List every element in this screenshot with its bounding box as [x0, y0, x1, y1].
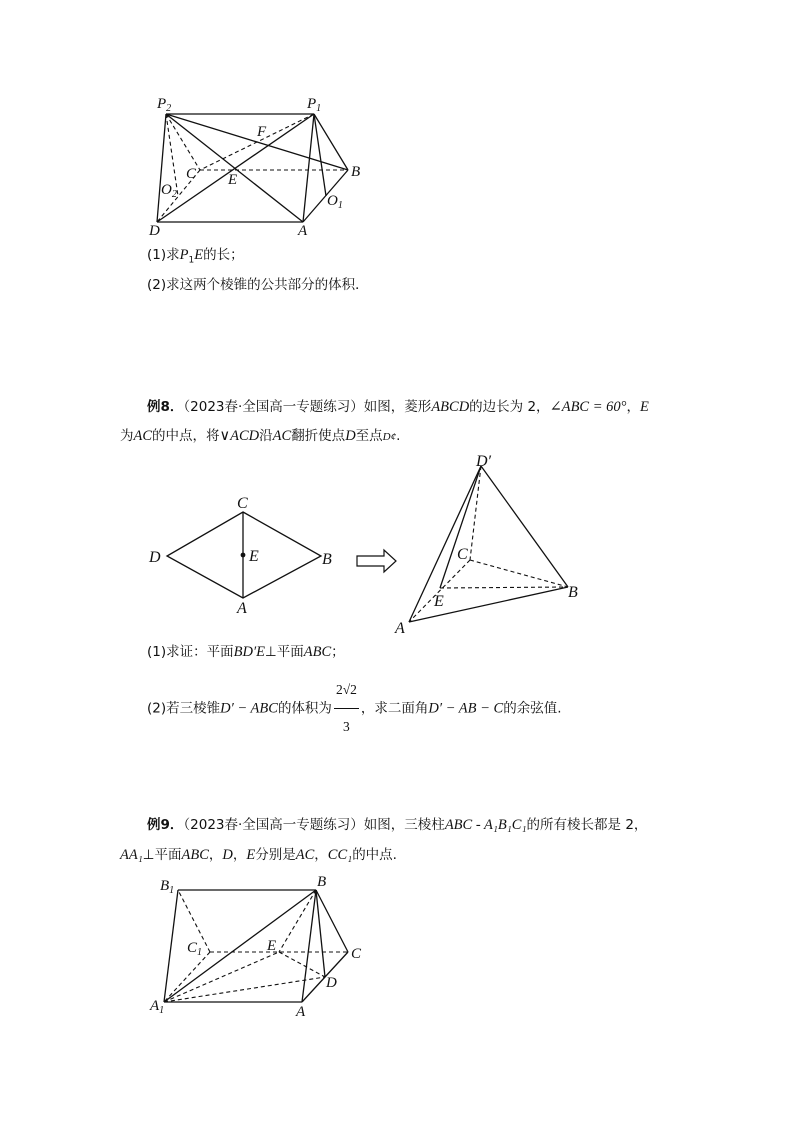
prism-label-B1: $B_1$ [160, 878, 175, 896]
ex8-part2: (2)若三棱锥D′ − ABC的体积为 $\frac{2√2}{3}$ ，求二面角D′ − AB − C的余弦值. [147, 672, 562, 745]
right-label-C: C [457, 546, 468, 563]
ex8-line1: 例8．（2023春·全国高一专题练习）如图，菱形ABCD的边长为 2，∠ABC = 60°，E [147, 399, 649, 415]
edge-Dp-E [440, 466, 481, 588]
prism-label-A1: $A_1$ [150, 998, 165, 1016]
edge-C-B-right [470, 560, 568, 587]
edge-B-E [279, 890, 316, 952]
prism-label-D: D [326, 975, 337, 991]
label-O2: $O_2$ [161, 182, 177, 200]
label-E: E [228, 172, 238, 188]
edge-Dp-B [481, 466, 568, 587]
ex9-title: 例9． [147, 817, 184, 833]
prism-label-C1: $C_1$ [187, 940, 203, 958]
edge-E-D [279, 952, 325, 977]
edge-P2-D [157, 114, 166, 222]
left-label-B: B [322, 551, 332, 568]
q1-part2: (2)求这两个棱锥的公共部分的体积． [147, 277, 369, 293]
edge-C1-A1 [164, 952, 210, 1002]
edge-B-A [302, 890, 316, 1002]
label-D: D [149, 223, 160, 239]
prism-label-C: C [351, 946, 362, 962]
ex8-line2: 为AC的中点，将∨ACD沿AC翻折使点D至点D¢. [120, 428, 401, 444]
prism-label-E: E [267, 938, 277, 954]
ex9-line2: AA₁⊥平面ABC，D，E分别是AC，CC₁的中点. [120, 847, 397, 863]
ex8-part1: (1)求证：平面BD′E⊥平面ABC； [147, 644, 345, 660]
figure-two-pyramids [0, 90, 794, 330]
edge-Dp-C [470, 466, 481, 560]
label-P1: $P_1$ [307, 96, 322, 114]
point-E [241, 553, 246, 558]
left-label-A: A [237, 600, 247, 617]
left-label-C: C [237, 495, 248, 512]
label-P2: $P_2$ [157, 96, 172, 114]
q1-part1: (1)求$P_1E$的长； [147, 247, 244, 266]
label-O1: $O_1$ [327, 193, 343, 211]
edge-C-A-right [409, 560, 470, 622]
edge-P1-O1 [314, 114, 326, 196]
edge-Dp-A [409, 466, 481, 622]
edge-B1-A1 [164, 890, 178, 1002]
ex9-line1: 例9．（2023春·全国高一专题练习）如图，三棱柱ABC - A₁B₁C₁的所有棱长都是 2， [147, 817, 648, 833]
edge-P1-A [303, 114, 314, 222]
ex8-title: 例8． [147, 399, 184, 415]
right-label-E: E [434, 593, 444, 610]
left-label-E: E [249, 548, 259, 565]
left-label-D: D [149, 549, 161, 566]
edge-B-D [316, 890, 325, 977]
label-A: A [298, 223, 308, 239]
right-label-A: A [395, 620, 405, 637]
edge-A-B-right [409, 587, 568, 622]
label-B: B [351, 164, 361, 180]
prism-label-A: A [296, 1004, 306, 1020]
right-label-B: B [568, 584, 578, 601]
prism-label-B: B [317, 874, 327, 890]
right-label-Dp: D′ [476, 453, 492, 470]
label-F: F [257, 124, 267, 140]
label-C: C [186, 166, 197, 182]
edge-P1-C [200, 114, 314, 170]
edge-A1-D [164, 977, 325, 1002]
figure-rhombus-fold [0, 450, 794, 640]
arrow-icon [357, 550, 396, 572]
volume-fraction: $\frac{2√2}{3}$ [334, 672, 359, 745]
edge-E-B-right [440, 587, 568, 588]
figure-prism [0, 870, 794, 1030]
